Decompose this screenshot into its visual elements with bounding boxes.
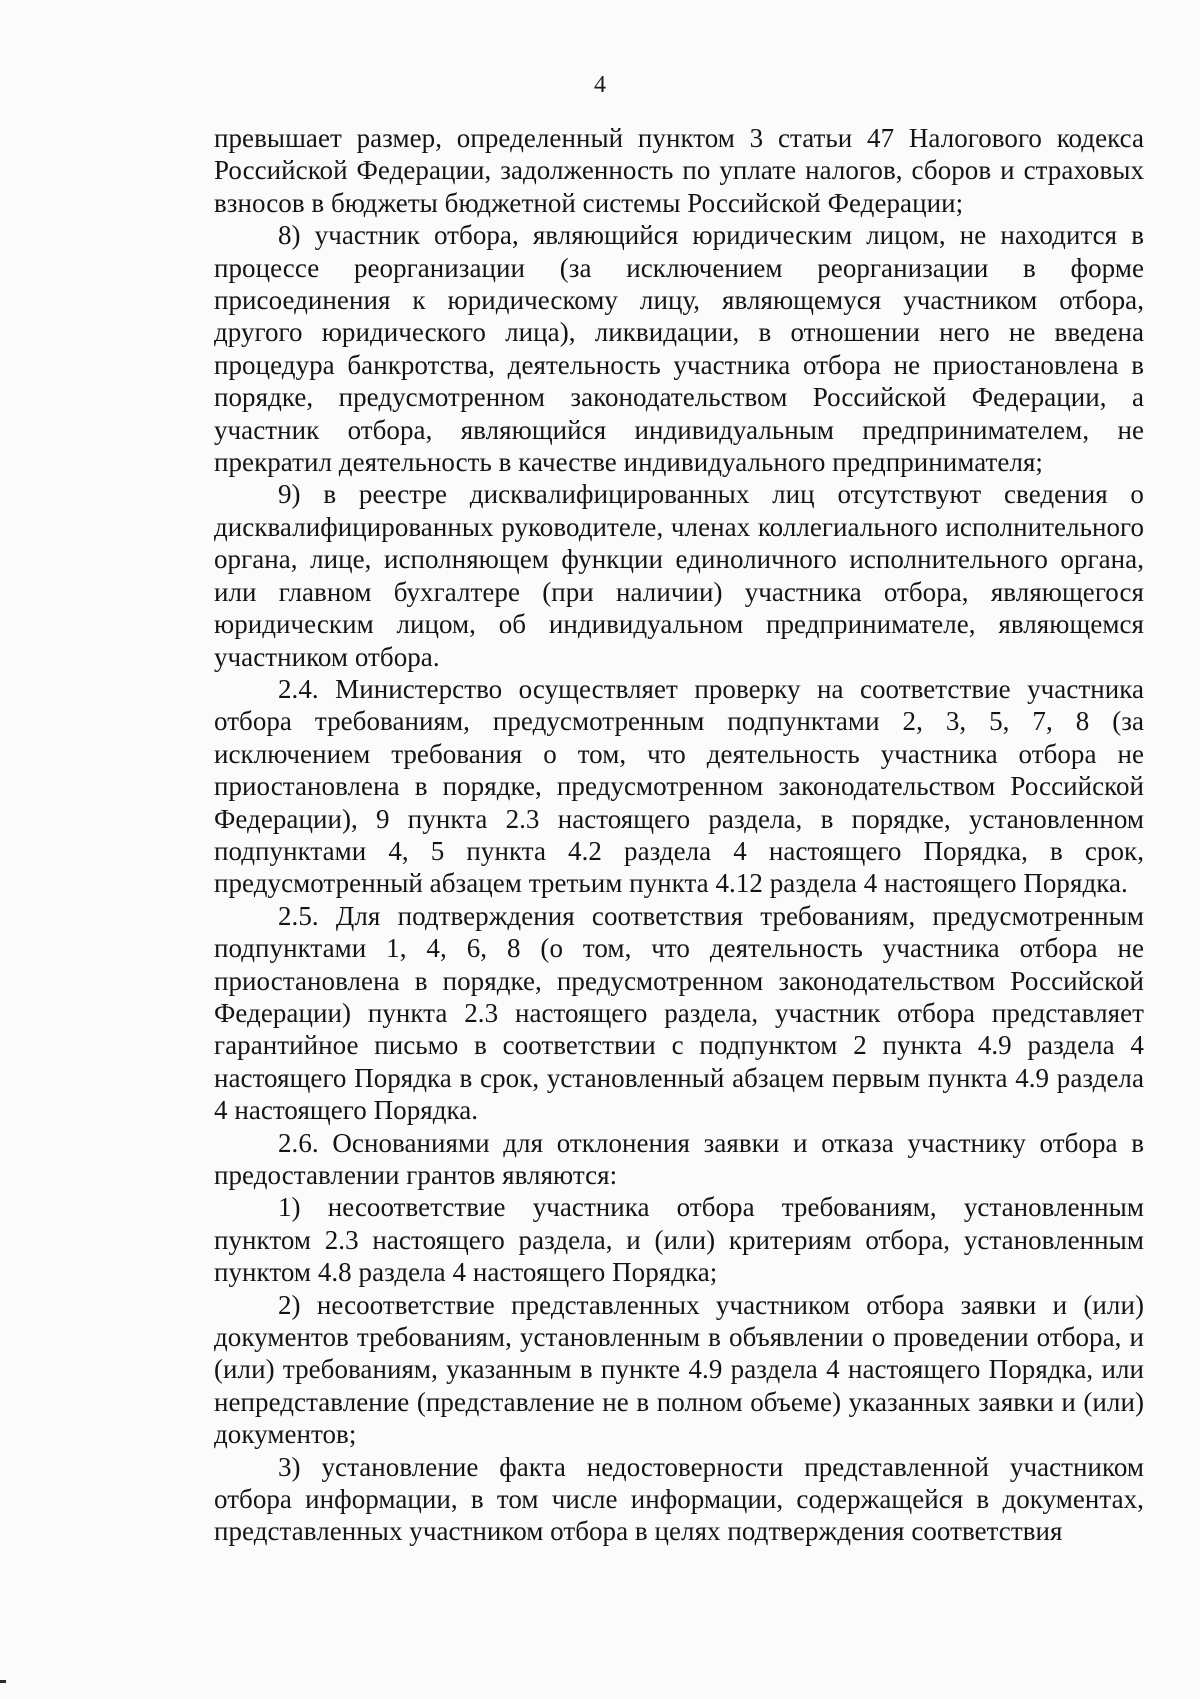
- paragraph-2-6-item-2: 2) несоответствие представленных участником отбора заявки и (или) документов требованиям, установленным в объявлении о проведении отбора, и (или) требованиям, указанным в пункте 4.9 раздела 4 настоящего Порядка, или непредставление (представление не в полном объеме) указанных заявки и (или) документов;: [214, 1289, 1144, 1450]
- paragraph-item-8: 8) участник отбора, являющийся юридическим лицом, не находится в процессе реорганизации (за исключением реорганизации в форме присоединения к юридическому лицу, являющемуся участником отбора, другого юридического лица), ликвидации, в отношении него не введена процедура банкротства, деятельность участника отбора не приостановлена в порядке, предусмотренном законодательством Российской Федерации, а участник отбора, являющийся индивидуальным предпринимателем, не прекратил деятельность в качестве индивидуального предпринимателя;: [214, 220, 1144, 478]
- paragraph-2-5: 2.5. Для подтверждения соответствия требованиям, предусмотренным подпунктами 1, 4, 6, 8 (о том, что деятельность участника отбора не приостановлена в порядке, предусмотренном законодательством Российской Федерации) пункта 2.3 настоящего раздела, участник отбора представляет гарантийное письмо в соответствии с подпунктом 2 пункта 4.9 раздела 4 настоящего Порядка в срок, установленный абзацем первым пункта 4.9 раздела 4 настоящего Порядка.: [214, 900, 1144, 1126]
- paragraph-2-4: 2.4. Министерство осуществляет проверку на соответствие участника отбора требованиям, предусмотренным подпунктами 2, 3, 5, 7, 8 (за исключением требования о том, что деятельность участника отбора не приостановлена в порядке, предусмотренном законодательством Российской Федерации), 9 пункта 2.3 настоящего раздела, в порядке, установленном подпунктами 4, 5 пункта 4.2 раздела 4 настоящего Порядка, в срок, предусмотренный абзацем третьим пункта 4.12 раздела 4 настоящего Порядка.: [214, 673, 1144, 899]
- paragraph-item-9: 9) в реестре дисквалифицированных лиц отсутствуют сведения о дисквалифицированных руководителе, членах коллегиального исполнительного органа, лице, исполняющем функции единоличного исполнительного органа, или главном бухгалтере (при наличии) участника отбора, являющегося юридическим лицом, об индивидуальном предпринимателе, являющемся участником отбора.: [214, 479, 1144, 672]
- paragraph-2-6: 2.6. Основаниями для отклонения заявки и отказа участнику отбора в предоставлении грантов являются:: [214, 1127, 1144, 1190]
- paragraph-continuation: превышает размер, определенный пунктом 3 статьи 47 Налогового кодекса Российской Федерации, задолженность по уплате налогов, сборов и страховых взносов в бюджеты бюджетной системы Российской Федерации;: [214, 123, 1144, 218]
- paragraph-2-6-item-1: 1) несоответствие участника отбора требованиям, установленным пунктом 2.3 настоящего раздела, и (или) критериям отбора, установленным пунктом 4.8 раздела 4 настоящего Порядка;: [214, 1192, 1144, 1288]
- page-number: 4: [594, 72, 606, 98]
- scan-edge-mark: [0, 1680, 6, 1683]
- document-body: [214, 122, 1144, 1548]
- paragraph-2-6-item-3: 3) установление факта недостоверности представленной участником отбора информации, в том числе информации, содержащейся в документах, представленных участником отбора в целях подтверждения соответствия: [214, 1451, 1144, 1547]
